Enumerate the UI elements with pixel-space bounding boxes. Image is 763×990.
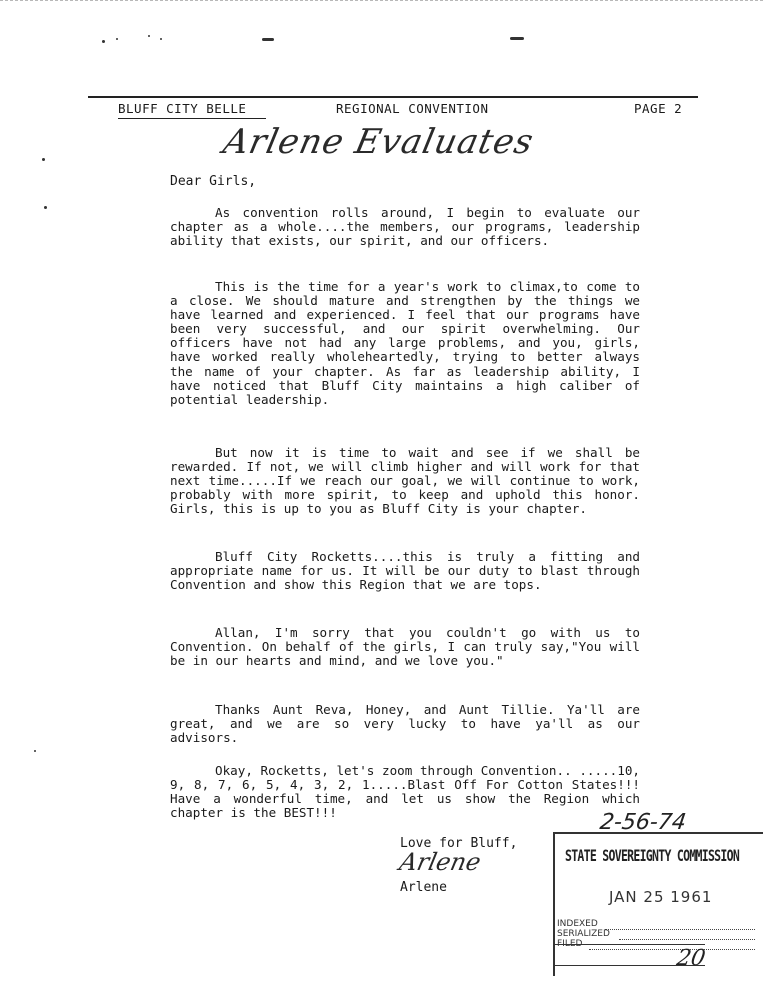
letter-paragraph-3: But now it is time to wait and see if we shall be rewarded. If not, we will climb higher and will work for that next time.....If we reach our goal, we will continue to work, probably with more spirit, to keep and uphold this honor. Girls, this is up to you as Bluff City is your chapter. (170, 445, 640, 517)
letter-paragraph-7: Okay, Rocketts, let's zoom through Convention.. .....10, 9, 8, 7, 6, 5, 4, 3, 2, 1.....Blast Off For Cotton States!!! Have a wonderful time, and let us show the Region which chapter is the BEST!!! (170, 763, 640, 821)
scan-speck (116, 38, 118, 40)
scan-speck (44, 206, 47, 209)
handwritten-signature: Arlene (397, 848, 484, 876)
header-section: REGIONAL CONVENTION (336, 101, 489, 116)
letter-closing: Love for Bluff, (400, 836, 518, 851)
scan-speck (102, 40, 105, 43)
stamp-field-indexed: INDEXED (557, 919, 598, 929)
letter-paragraph-1: As convention rolls around, I begin to evaluate our chapter as a whole....the members, our programs, leadership ability that exists, our spirit, and our officers. (170, 205, 640, 249)
letter-paragraph-2: This is the time for a year's work to climax,to come to a close. We should mature and strengthen by the things we have learned and experienced. I feel that our programs have been very successful, and our spirit overwhelming. Our officers have not had any large problems, and you, girls, have worked really wholeheartedly, trying to better always the name of your chapter. As far as leadership ability, I have noticed that Bluff City maintains a high caliber of potential leadership. (170, 279, 640, 407)
scan-speck (262, 38, 274, 41)
scan-speck (160, 38, 162, 40)
scan-speck (510, 37, 524, 40)
stamp-initials: 20 (674, 946, 708, 971)
letter-paragraph-6: Thanks Aunt Reva, Honey, and Aunt Tillie. Ya'll are great, and we are so very lucky to have ya'll as our advisors. (170, 702, 640, 746)
scan-speck (34, 750, 36, 752)
stamp-field-serialized: SERIALIZED (557, 929, 610, 939)
stamp-handwritten-number: 2-56-74 (598, 810, 688, 835)
handwritten-title: Arlene Evaluates (219, 122, 538, 162)
letter-paragraph-4: Bluff City Rocketts....this is truly a fitting and appropriate name for us. It will be our duty to blast through Convention and show this Region that we are tops. (170, 549, 640, 593)
header-rule (88, 96, 698, 98)
header-page-number: PAGE 2 (634, 101, 683, 116)
stamp-field-line (619, 939, 755, 940)
scan-speck (42, 158, 45, 161)
letter-greeting: Dear Girls, (170, 174, 257, 189)
commission-stamp (553, 832, 763, 976)
scan-edge-dashes (0, 0, 763, 1)
stamp-date: JAN 25 1961 (609, 888, 713, 906)
header-underline (118, 118, 266, 119)
header-publication: BLUFF CITY BELLE (118, 101, 247, 116)
letter-paragraph-5: Allan, I'm sorry that you couldn't go with us to Convention. On behalf of the girls, I can truly say,"You will be in our hearts and mind, and we love you." (170, 625, 640, 669)
scan-speck (148, 35, 150, 37)
stamp-field-filed: FILED (557, 939, 583, 949)
stamp-title: STATE SOVEREIGNTY COMMISSION (565, 846, 740, 865)
typed-signature-name: Arlene (400, 880, 447, 895)
stamp-field-line (605, 929, 755, 930)
